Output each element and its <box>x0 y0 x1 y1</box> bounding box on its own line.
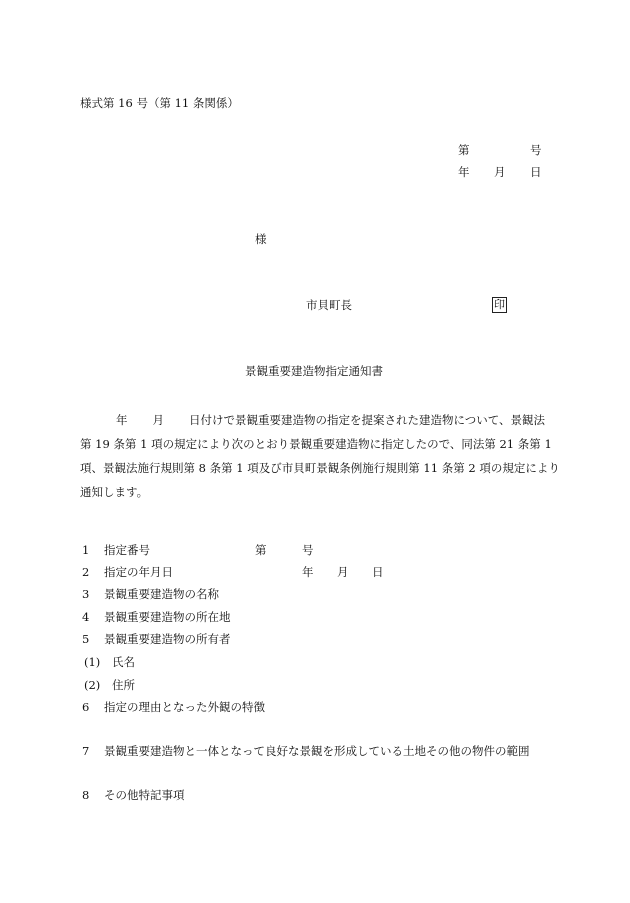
body-line-1 <box>80 408 550 432</box>
item-1-number: 1 <box>82 543 90 557</box>
body-line1-text: 日付けで景観重要建造物の指定を提案された建造物について、景観法 <box>189 413 546 427</box>
item-2-nen: 年 <box>302 565 314 579</box>
item-1-dai: 第 <box>255 543 267 557</box>
header-hi: 日 <box>530 165 542 179</box>
item-2-label: 指定の年月日 <box>104 565 173 579</box>
item-2-number: 2 <box>82 565 90 579</box>
item-1 <box>82 545 150 557</box>
addressee-suffix: 様 <box>255 232 267 246</box>
item-4-number: 4 <box>82 610 90 624</box>
item-6 <box>82 702 265 714</box>
body-paragraph <box>80 408 560 504</box>
sub-item-2 <box>84 680 135 692</box>
item-7-number: 7 <box>82 744 90 758</box>
seal-mark <box>492 297 507 313</box>
body-line1-nen: 年 <box>116 413 128 427</box>
header-dai: 第 <box>458 143 470 157</box>
body-line-4: 通知します。 <box>80 485 149 499</box>
header-tsuki: 月 <box>494 165 506 179</box>
item-3-label: 景観重要建造物の名称 <box>104 587 219 601</box>
item-7-label: 景観重要建造物と一体となって良好な景観を形成している土地その他の物件の範囲 <box>104 744 530 758</box>
header-go: 号 <box>530 143 542 157</box>
form-number: 様式第 16 号（第 11 条関係） <box>80 96 239 110</box>
item-7 <box>82 746 530 758</box>
item-5-number: 5 <box>82 632 90 646</box>
item-6-number: 6 <box>82 700 90 714</box>
item-8 <box>82 790 185 802</box>
item-5-label: 景観重要建造物の所有者 <box>104 632 231 646</box>
item-1-label: 指定番号 <box>104 543 150 557</box>
item-3 <box>82 589 219 601</box>
issuer-name: 市貝町長 <box>306 298 352 312</box>
item-2 <box>82 567 173 579</box>
item-2-hi: 日 <box>372 565 384 579</box>
sub-item-1-label: 氏名 <box>112 655 135 669</box>
sub-item-1 <box>84 657 135 669</box>
item-3-number: 3 <box>82 587 90 601</box>
item-4 <box>82 612 231 624</box>
item-1-go: 号 <box>302 543 314 557</box>
item-5 <box>82 634 231 646</box>
header-nen: 年 <box>458 165 470 179</box>
item-8-number: 8 <box>82 788 90 802</box>
item-8-label: その他特記事項 <box>104 788 185 802</box>
sub-item-2-label: 住所 <box>112 678 135 692</box>
document-title: 景観重要建造物指定通知書 <box>245 364 383 378</box>
item-4-label: 景観重要建造物の所在地 <box>104 610 231 624</box>
item-6-label: 指定の理由となった外観の特徴 <box>104 700 265 714</box>
sub-item-1-number: (1) <box>84 655 101 669</box>
body-line-2: 第 19 条第 1 項の規定により次のとおり景観重要建造物に指定したので、同法第 21 条第 1 <box>80 437 552 451</box>
item-2-tsuki: 月 <box>337 565 349 579</box>
body-line-3: 項、景観法施行規則第 8 条第 1 項及び市貝町景観条例施行規則第 11 条第 2 項の規定により <box>80 461 560 475</box>
seal-text: 印 <box>492 297 507 313</box>
body-line1-tsuki: 月 <box>152 413 164 427</box>
sub-item-2-number: (2) <box>84 678 101 692</box>
